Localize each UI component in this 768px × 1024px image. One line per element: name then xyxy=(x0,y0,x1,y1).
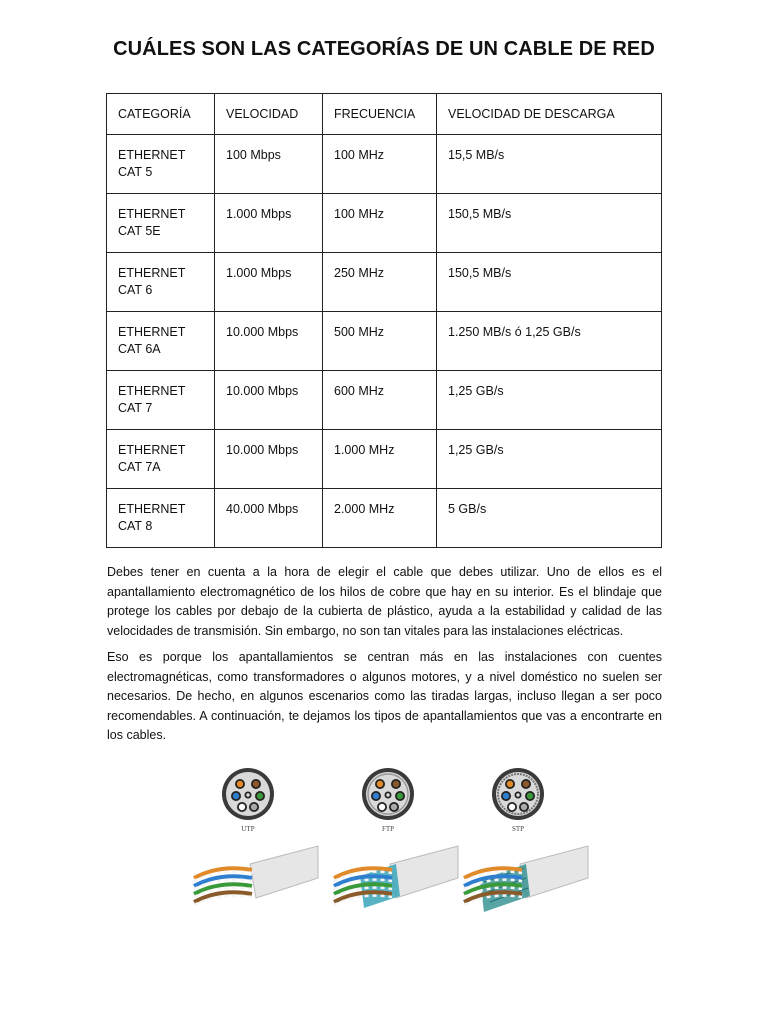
cable-categories-table xyxy=(106,93,662,548)
table-header-cell: FRECUENCIA xyxy=(323,94,437,135)
table-cell: 500 MHz xyxy=(323,312,437,371)
table-cell: 250 MHz xyxy=(323,253,437,312)
table-cell: ETHERNET CAT 5 xyxy=(107,135,215,194)
page-title: CUÁLES SON LAS CATEGORÍAS DE UN CABLE DE RED xyxy=(113,38,655,60)
table-cell: ETHERNET CAT 7 xyxy=(107,371,215,430)
table-row xyxy=(107,135,662,194)
table-cell: 1,25 GB/s xyxy=(437,430,662,489)
table-row xyxy=(107,489,662,548)
table-cell: 10.000 Mbps xyxy=(215,430,323,489)
cable-cross-section-icon xyxy=(220,766,276,822)
table-cell: 10.000 Mbps xyxy=(215,312,323,371)
table-cell: ETHERNET CAT 5E xyxy=(107,194,215,253)
table-header-cell: VELOCIDAD xyxy=(215,94,323,135)
table-cell: 1.000 Mbps xyxy=(215,253,323,312)
cable-cross-section-icon xyxy=(360,766,416,822)
table-cell: 100 MHz xyxy=(323,194,437,253)
table-cell: 150,5 MB/s xyxy=(437,253,662,312)
table-cell: 40.000 Mbps xyxy=(215,489,323,548)
paragraph-shielding: Debes tener en cuenta a la hora de elegir el cable que debes utilizar. Uno de ellos es el apantallamiento electromagnético de los hilos de cobre que hay en su interior. Es el blindaje que protege los cables por debajo de la cubierta de plástico, ayuda a la estabilidad y calidad de las velocidades de transmisión. Sin embargo, no son tan vitales para las instalaciones eléctricas. xyxy=(107,565,662,638)
cable-side-view-icon xyxy=(460,836,590,918)
table-cell: 10.000 Mbps xyxy=(215,371,323,430)
table-cell: 1.000 MHz xyxy=(323,430,437,489)
cable-type-label: STP xyxy=(511,825,525,833)
table-cell: ETHERNET CAT 6 xyxy=(107,253,215,312)
cable-type-label: FTP xyxy=(381,825,395,833)
table-cell: 100 Mbps xyxy=(215,135,323,194)
table-cell: 1,25 GB/s xyxy=(437,371,662,430)
table-row xyxy=(107,371,662,430)
cable-utp xyxy=(190,758,320,918)
table-cell: 5 GB/s xyxy=(437,489,662,548)
table-cell: ETHERNET CAT 6A xyxy=(107,312,215,371)
cable-side-view-icon xyxy=(330,836,460,918)
cable-shielding-figure xyxy=(190,758,590,918)
table-cell: 2.000 MHz xyxy=(323,489,437,548)
table-cell: ETHERNET CAT 8 xyxy=(107,489,215,548)
cable-ftp xyxy=(330,758,460,918)
table-cell: 1.250 MB/s ó 1,25 GB/s xyxy=(437,312,662,371)
table-header-row xyxy=(107,94,662,135)
table-cell: 1.000 Mbps xyxy=(215,194,323,253)
table-row xyxy=(107,312,662,371)
table-cell: 150,5 MB/s xyxy=(437,194,662,253)
paragraph-shielding-usage: Eso es porque los apantallamientos se centran más en las instalaciones con cuentes electromagnéticas, como transformadores o algunos motores, y a nivel doméstico no suelen ser necesarios. De hecho, en algunos escenarios como las tiradas largas, incluso llegan a ser poco recomendables. A continuación, te dejamos los tipos de apantallamientos que vas a encontrarte en los cables. xyxy=(107,650,662,742)
cable-cross-section-icon xyxy=(490,766,546,822)
table-cell: ETHERNET CAT 7A xyxy=(107,430,215,489)
table-row xyxy=(107,430,662,489)
table-header-cell: CATEGORÍA xyxy=(107,94,215,135)
table-cell: 100 MHz xyxy=(323,135,437,194)
table-row xyxy=(107,194,662,253)
cable-type-label: UTP xyxy=(241,825,255,833)
table-cell: 600 MHz xyxy=(323,371,437,430)
table-header-cell: VELOCIDAD DE DESCARGA xyxy=(437,94,662,135)
cable-side-view-icon xyxy=(190,836,320,918)
table-row xyxy=(107,253,662,312)
cable-stp xyxy=(460,758,590,918)
table-cell: 15,5 MB/s xyxy=(437,135,662,194)
